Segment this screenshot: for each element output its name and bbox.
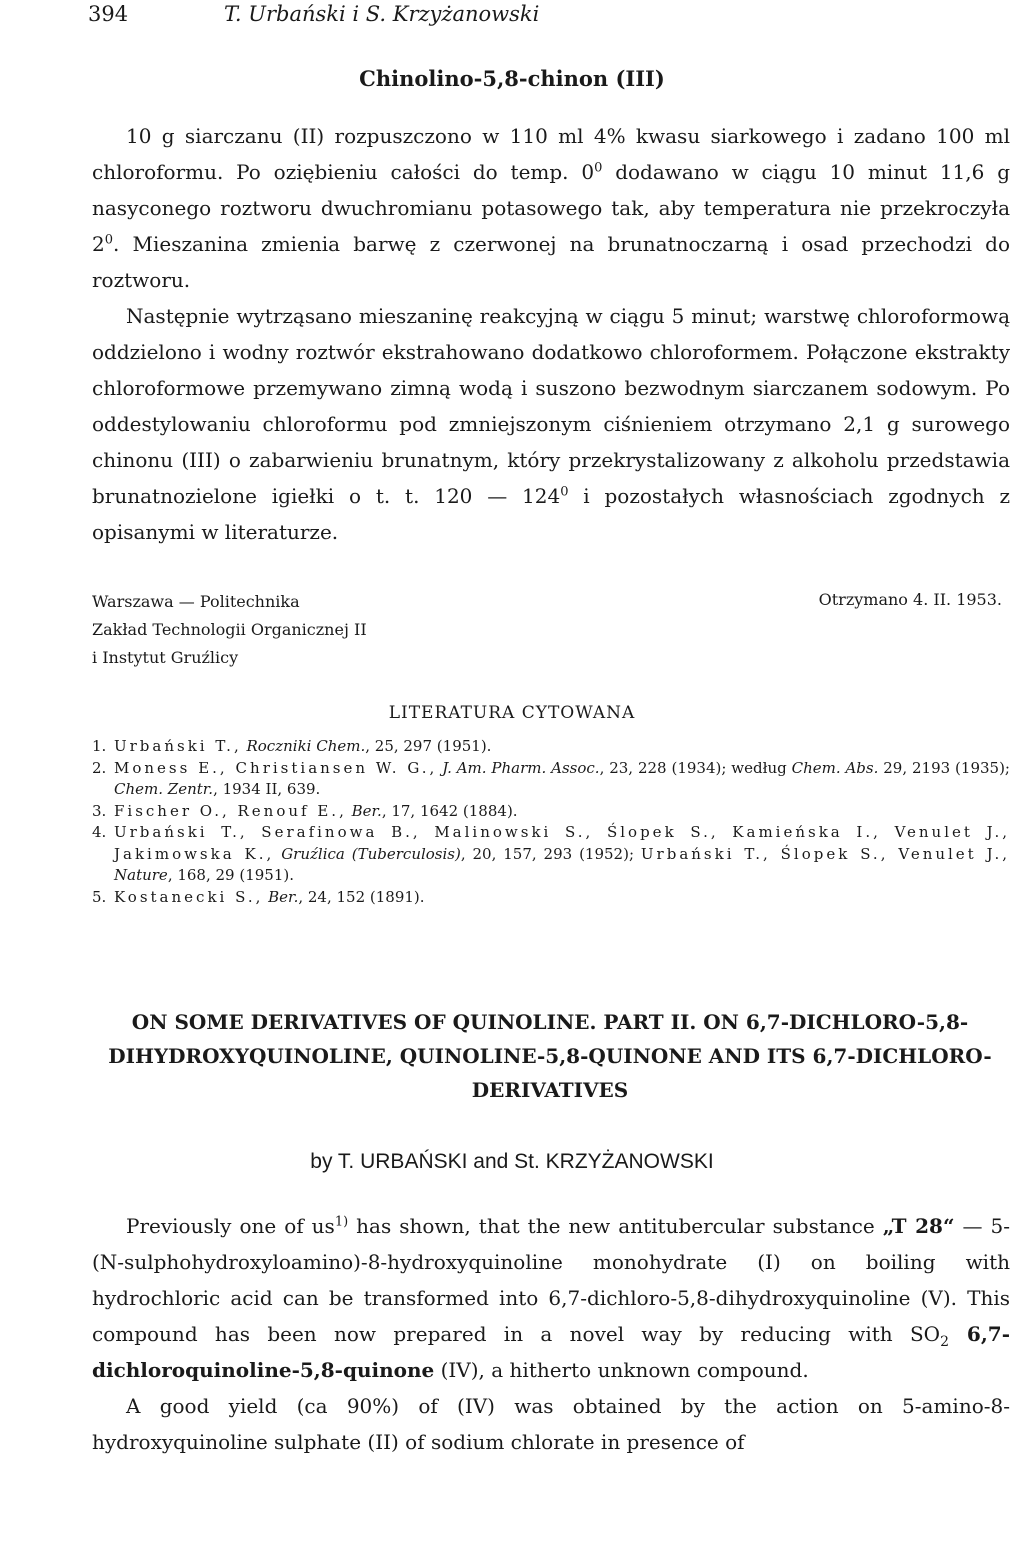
polish-body [92,118,1010,550]
running-header [90,2,1009,34]
affiliation [92,588,367,672]
polish-paragraph-1: 10 g siarczanu (II) rozpuszczono w 110 ml 4% kwasu siarkowego i zadano 100 ml chloroformu. Po oziębieniu całości do temp. $0^0$ dodawano w ciągu 10 minut 11,6 g nasyconego roztworu dwuchromianu potasowego tak, aby temperatura nie przekroczyła $2^0$. Mieszanina zmienia barwę z czerwonej na brunatnoczarną i osad przechodzi do roztworu. [92,124,1010,292]
polish-paragraph-2: Następnie wytrząsano mieszaninę reakcyjną w ciągu 5 minut; warstwę chloroformową oddzielono i wodny roztwór ekstrahowano dodatkowo chloroformem. Połączone ekstrakty chloroformowe przemywano zimną wodą i suszono bezwodnym siarczanem sodowym. Po oddestylowaniu chloroformu pod zmniejszonym ciśnieniem otrzymano 2,1 g surowego chinonu (III) o zabarwieniu brunatnym, który przekrystalizowany z alkoholu przedstawia brunatnozielone igiełki o t. t. 120 — $124^0$ i pozostałych własnościach zgodnych z opisanymi w literaturze. [92,304,1010,544]
reference-item: 1. Urbański T., Roczniki Chem., 25, 297 (1951). [92,737,492,755]
byline: by T. URBAŃSKI and St. KRZYŻANOWSKI [310,1150,714,1173]
references-list [92,736,1010,908]
english-paragraph-1: Previously one of $us^{1)}$ has shown, that the new antitubercular substance „T 28“ — 5-(N-sulphohydroxyloamino)-8-hydroxyquinoline monohydrate (I) on boiling with hydrochloric acid can be transformed into 6,7-dichloro-5,8-dihydroxyquinoline (V). This compound has been now prepared in a novel way by reducing with $SO_2$ 6,7-dichloroquinoline-5,8-quinone (IV), a hitherto unknown compound. [92,1214,1011,1382]
section-title: Chinolino-5,8-chinon (III) [359,66,665,91]
english-paragraph-2: A good yield (ca 90%) of (IV) was obtained by the action on 5-amino-8-hydroxyquinoline sulphate (II) of sodium chlorate in presence of [92,1394,1010,1454]
reference-item: 4. Urbański T., Serafinowa B., Malinowski S., Ślopek S., Kamieńska I., Venulet J., Jakimowska K., Gruźlica (Tuberculosis), 20, 157, 293 (1952); Urbański T., Ślopek S., Venulet J., Nature, 168, 29 (1951). [92,823,1010,884]
reference-item: 5. Kostanecki S., Ber., 24, 152 (1891). [92,887,425,906]
affiliation-line: i Instytut Gruźlicy [92,648,239,667]
english-title: ON SOME DERIVATIVES OF QUINOLINE. PART II. ON 6,7-DICHLORO-5,8-DIHYDROXYQUINOLINE, QUINOLINE-5,8-QUINONE AND ITS 6,7-DICHLORO- DERIVATIVES [108,1010,992,1102]
literature-title: LITERATURA CYTOWANA [388,703,636,723]
running-title: T. Urbański i S. Krzyżanowski [224,2,540,26]
affiliation-line: Warszawa — Politechnika [92,592,300,611]
affiliation-line: Zakład Technologii Organicznej II [92,620,367,639]
reference-item: 2. Moness E., Christiansen W. G., J. Am. Pharm. Assoc., 23, 228 (1934); według Chem. Abs. 29, 2193 (1935); Chem. Zentr., 1934 II, 639. [92,758,1010,798]
reference-item: 3. Fischer O., Renouf E., Ber., 17, 1642 (1884). [92,801,518,820]
english-body [92,1208,1010,1460]
page-number: 394 [88,2,129,26]
received-date: Otrzymano 4. II. 1953. [818,590,1002,609]
